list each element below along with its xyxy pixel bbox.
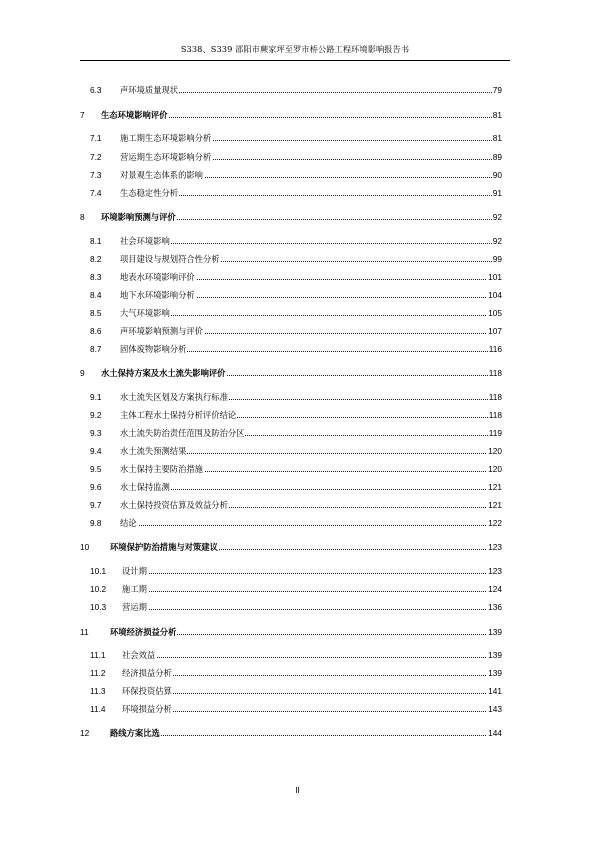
toc-entry[interactable] <box>0 131 595 145</box>
toc-entry-number: 9.3 <box>90 428 102 438</box>
toc-entry[interactable] <box>0 408 595 422</box>
toc-entry[interactable] <box>0 342 595 356</box>
toc-entry-number: 8.4 <box>90 290 102 300</box>
toc-entry-number: 9.5 <box>90 464 102 474</box>
toc-dot-leader <box>120 489 502 490</box>
toc-entry-page[interactable]: 92 <box>492 236 502 246</box>
toc-entry-title[interactable]: 生态环境影响评价 <box>101 110 168 120</box>
toc-entry-page[interactable]: 89 <box>492 152 502 162</box>
toc-entry-title[interactable]: 社会效益 <box>122 650 156 660</box>
toc-entry[interactable] <box>0 426 595 440</box>
toc-entry-number: 8.2 <box>90 254 102 264</box>
toc-entry-title[interactable]: 环境保护防治措施与对策建议 <box>110 542 218 552</box>
toc-entry-number: 10.1 <box>90 566 107 576</box>
toc-entry-page[interactable]: 81 <box>492 110 502 120</box>
toc-entry-title[interactable]: 地表水环境影响评价 <box>120 272 195 282</box>
toc-entry-title[interactable]: 水土流失防治责任范围及防治分区 <box>120 428 245 438</box>
toc-entry-number: 7.3 <box>90 170 102 180</box>
toc-entry-title[interactable]: 设计期 <box>122 566 147 576</box>
toc-entry-title[interactable]: 环保投资估算 <box>122 686 172 696</box>
toc-entry[interactable] <box>0 366 595 380</box>
page-number: II <box>295 785 300 795</box>
toc-entry-title[interactable]: 生态稳定性分析 <box>120 188 179 198</box>
toc-entry-page[interactable]: 121 <box>488 482 502 492</box>
toc-entry-title[interactable]: 固体废物影响分析 <box>120 344 187 354</box>
toc-entry-page[interactable]: 122 <box>488 518 502 528</box>
toc-entry[interactable] <box>0 600 595 614</box>
toc-entry[interactable] <box>0 540 595 554</box>
toc-entry[interactable] <box>0 390 595 404</box>
toc-entry-page[interactable]: 90 <box>492 170 502 180</box>
toc-entry-number: 12 <box>80 728 90 738</box>
toc-entry-title[interactable]: 结论 <box>120 518 137 528</box>
toc-entry[interactable] <box>0 498 595 512</box>
toc-entry[interactable] <box>0 480 595 494</box>
toc-entry[interactable] <box>0 234 595 248</box>
toc-entry-number: 10.3 <box>90 602 107 612</box>
toc-entry-page[interactable]: 91 <box>492 188 502 198</box>
toc-entry-title[interactable]: 项目建设与规划符合性分析 <box>120 254 220 264</box>
toc-entry-number: 9.4 <box>90 446 102 456</box>
toc-entry-number: 7.4 <box>90 188 102 198</box>
toc-dot-leader <box>120 525 502 526</box>
toc-entry-number: 7.1 <box>90 133 102 143</box>
toc-entry-title[interactable]: 施工期生态环境影响分析 <box>120 133 212 143</box>
toc-entry-page[interactable]: 119 <box>488 428 502 438</box>
toc-entry[interactable] <box>0 186 595 200</box>
toc-entry-number: 11 <box>80 627 89 637</box>
toc-entry[interactable] <box>0 582 595 596</box>
toc-entry[interactable] <box>0 702 595 716</box>
toc-entry-page[interactable]: 92 <box>492 212 502 222</box>
toc-entry-page[interactable]: 121 <box>488 500 502 510</box>
toc-entry-page[interactable]: 139 <box>488 627 502 637</box>
toc-entry-number: 9.8 <box>90 518 102 528</box>
toc-entry-title[interactable]: 营运期 <box>122 602 147 612</box>
toc-entry[interactable] <box>0 564 595 578</box>
toc-dot-leader <box>122 591 502 592</box>
toc-entry-page[interactable]: 99 <box>492 254 502 264</box>
toc-dot-leader <box>122 609 502 610</box>
toc-dot-leader <box>122 675 502 676</box>
toc-dot-leader <box>122 657 502 658</box>
toc-entry-title[interactable]: 大气环境影响 <box>120 308 170 318</box>
toc-entry-page[interactable]: 139 <box>488 650 502 660</box>
toc-entry[interactable] <box>0 666 595 680</box>
toc-entry[interactable] <box>0 684 595 698</box>
toc-dot-leader <box>110 735 502 736</box>
toc-entry-page[interactable]: 118 <box>488 410 502 420</box>
toc-entry[interactable] <box>0 108 595 122</box>
toc-entry[interactable] <box>0 270 595 284</box>
toc-entry-number: 11.2 <box>90 668 106 678</box>
toc-entry-number: 9.7 <box>90 500 102 510</box>
toc-entry-title[interactable]: 水土流失区划及方案执行标准 <box>120 392 228 402</box>
toc-entry[interactable] <box>0 444 595 458</box>
toc-entry[interactable] <box>0 324 595 338</box>
toc-entry-page[interactable]: 116 <box>488 344 502 354</box>
toc-entry-title[interactable]: 营运期生态环境影响分析 <box>120 152 212 162</box>
toc-entry-title[interactable]: 环境损益分析 <box>122 704 172 714</box>
toc-entry[interactable] <box>0 83 595 97</box>
toc-entry[interactable] <box>0 150 595 164</box>
toc-entry-number: 10.2 <box>90 584 107 594</box>
toc-entry-title[interactable]: 施工期 <box>122 584 147 594</box>
toc-entry-number: 8.1 <box>90 236 102 246</box>
toc-dot-leader <box>122 573 502 574</box>
toc-entry-title[interactable]: 路线方案比选 <box>110 728 160 738</box>
toc-entry-page[interactable]: 144 <box>488 728 502 738</box>
toc-entry-number: 11.4 <box>90 704 106 714</box>
toc-entry[interactable] <box>0 648 595 662</box>
toc-entry-page[interactable]: 107 <box>488 326 502 336</box>
toc-entry-page[interactable]: 104 <box>488 290 502 300</box>
toc-entry-number: 9.2 <box>90 410 102 420</box>
toc-entry-title[interactable]: 对景观生态体系的影响 <box>120 170 203 180</box>
toc-entry-title[interactable]: 声环境质量现状 <box>120 85 179 95</box>
toc-entry-page[interactable]: 123 <box>488 542 502 552</box>
toc-dot-leader <box>122 693 502 694</box>
toc-entry-number: 9.6 <box>90 482 102 492</box>
toc-entry-number: 6.3 <box>90 85 102 95</box>
toc-entry-title[interactable]: 声环境影响预测与评价 <box>120 326 203 336</box>
toc-entry-title[interactable]: 水土保持投资估算及效益分析 <box>120 500 228 510</box>
toc-entry[interactable] <box>0 726 595 740</box>
toc-entry-title[interactable]: 环境影响预测与评价 <box>101 212 176 222</box>
toc-entry-number: 9 <box>80 368 85 378</box>
toc-entry-page[interactable]: 120 <box>488 446 502 456</box>
toc-entry-title[interactable]: 环境经济损益分析 <box>110 627 177 637</box>
toc-entry-number: 8 <box>80 212 85 222</box>
toc-entry-number: 7.2 <box>90 152 102 162</box>
toc-entry-page[interactable]: 105 <box>488 308 502 318</box>
toc-entry-number: 11.3 <box>90 686 106 696</box>
toc-entry-page[interactable]: 79 <box>492 85 502 95</box>
toc-entry-number: 8.6 <box>90 326 102 336</box>
toc-entry-page[interactable]: 118 <box>488 392 502 402</box>
toc-entry[interactable] <box>0 288 595 302</box>
toc-entry[interactable] <box>0 252 595 266</box>
toc-entry-page[interactable]: 139 <box>488 668 502 678</box>
toc-entry[interactable] <box>0 210 595 224</box>
toc-entry[interactable] <box>0 625 595 639</box>
toc-entry-number: 10 <box>80 542 90 552</box>
toc-entry-page[interactable]: 124 <box>488 584 502 594</box>
toc-entry-page[interactable]: 143 <box>488 704 502 714</box>
toc-entry-title[interactable]: 社会环境影响 <box>120 236 170 246</box>
toc-entry-title[interactable]: 水土保持监测 <box>120 482 170 492</box>
running-header: S338、S339 邵阳市蕨家坪至罗市桥公路工程环境影响报告书 <box>180 44 410 54</box>
toc-entry-page[interactable]: 141 <box>488 686 502 696</box>
toc-dot-leader <box>122 711 502 712</box>
toc-entry-page[interactable]: 120 <box>488 464 502 474</box>
toc-entry-number: 8.3 <box>90 272 102 282</box>
toc-entry-title[interactable]: 经济损益分析 <box>122 668 172 678</box>
toc-entry-title[interactable]: 地下水环境影响分析 <box>120 290 195 300</box>
toc-entry[interactable] <box>0 516 595 530</box>
toc-entry-title[interactable]: 主体工程水土保持分析评价结论 <box>120 410 237 420</box>
toc-entry-title[interactable]: 水土保持方案及水土流失影响评价 <box>101 368 226 378</box>
toc-entry-number: 8.5 <box>90 308 102 318</box>
toc-entry-title[interactable]: 水土流失预测结果 <box>120 446 187 456</box>
toc-dot-leader <box>120 315 502 316</box>
toc-entry-number: 11.1 <box>90 650 106 660</box>
toc-entry[interactable] <box>0 306 595 320</box>
toc-entry-page[interactable]: 136 <box>488 602 502 612</box>
toc-entry-page[interactable]: 123 <box>488 566 502 576</box>
toc-entry-page[interactable]: 118 <box>488 368 502 378</box>
toc-entry-number: 9.1 <box>90 392 102 402</box>
toc-entry-page[interactable]: 81 <box>492 133 502 143</box>
toc-entry-number: 7 <box>80 110 85 120</box>
toc-entry-page[interactable]: 101 <box>488 272 502 282</box>
toc-entry[interactable] <box>0 168 595 182</box>
toc-entry-number: 8.7 <box>90 344 102 354</box>
toc-entry-title[interactable]: 水土保持主要防治措施 <box>120 464 203 474</box>
toc-dot-leader <box>120 243 502 244</box>
toc-entry[interactable] <box>0 462 595 476</box>
